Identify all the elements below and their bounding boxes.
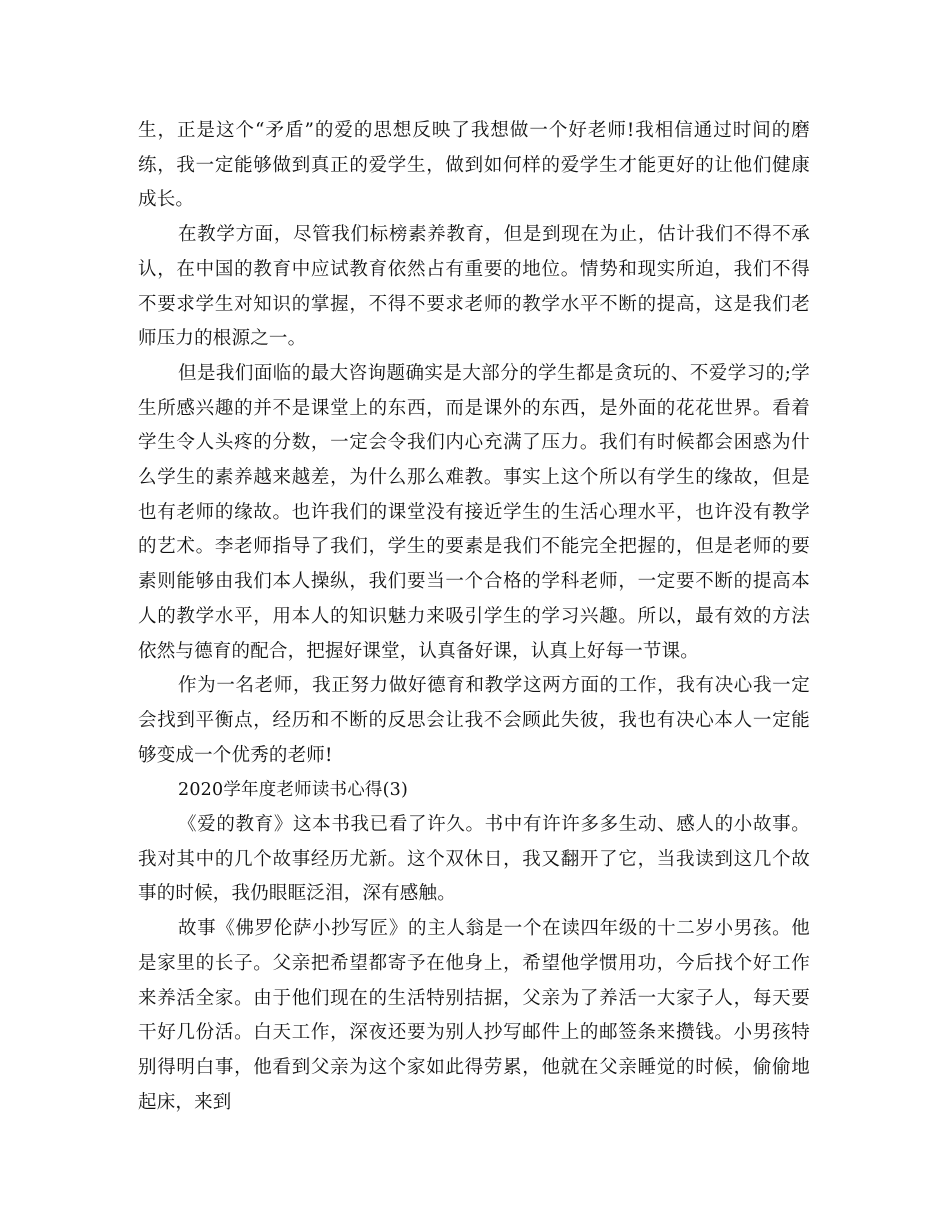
document-body [138, 114, 810, 1120]
paragraph: 作为一名老师，我正努力做好德育和教学这两方面的工作，我有决心我一定会找到平衡点，经历和不断的反思会让我不会顾此失彼，我也有决心本人一定能够变成一个优秀的老师! [138, 675, 810, 766]
paragraph: 但是我们面临的最大咨询题确实是大部分的学生都是贪玩的、不爱学习的;学生所感兴趣的并不是课堂上的东西，而是课外的东西，是外面的花花世界。看着学生令人头疼的分数，一定会令我们内心充满了压力。我们有时候都会困惑为什么学生的素养越来越差，为什么那么难教。事实上这个所以有学生的缘故，但是也有老师的缘故。也许我们的课堂没有接近学生的生活心理水平，也许没有教学的艺术。李老师指导了我们，学生的要素是我们不能完全把握的，但是老师的要素则能够由我们本人操纵，我们要当一个合格的学科老师，一定要不断的提高本人的教学水平，用本人的知识魅力来吸引学生的学习兴趣。所以，最有效的方法依然与德育的配合，把握好课堂，认真备好课，认真上好每一节课。 [138, 362, 810, 662]
paragraph: 《爱的教育》这本书我已看了许久。书中有许许多多生动、感人的小故事。我对其中的几个故事经历尤新。这个双休日，我又翻开了它，当我读到这几个故事的时候，我仍眼眶泛泪，深有感触。 [138, 814, 810, 905]
paragraph: 故事《佛罗伦萨小抄写匠》的主人翁是一个在读四年级的十二岁小男孩。他是家里的长子。父亲把希望都寄予在他身上，希望他学惯用功，今后找个好工作来养活全家。由于他们现在的生活特别拮据，父亲为了养活一大家子人，每天要干好几份活。白天工作，深夜还要为别人抄写邮件上的邮签条来攒钱。小男孩特别得明白事，他看到父亲为这个家如此得劳累，他就在父亲睡觉的时候，偷偷地起床，来到 [138, 918, 810, 1113]
section-heading: 2020学年度老师读书心得(3) [178, 780, 409, 801]
paragraph: 生，正是这个“矛盾”的爱的思想反映了我想做一个好老师!我相信通过时间的磨练，我一定能够做到真正的爱学生，做到如何样的爱学生才能更好的让他们健康成长。 [138, 120, 810, 211]
paragraph: 在教学方面，尽管我们标榜素养教育，但是到现在为止，估计我们不得不承认，在中国的教育中应试教育依然占有重要的地位。情势和现实所迫，我们不得不要求学生对知识的掌握，不得不要求老师的教学水平不断的提高，这是我们老师压力的根源之一。 [138, 224, 810, 350]
